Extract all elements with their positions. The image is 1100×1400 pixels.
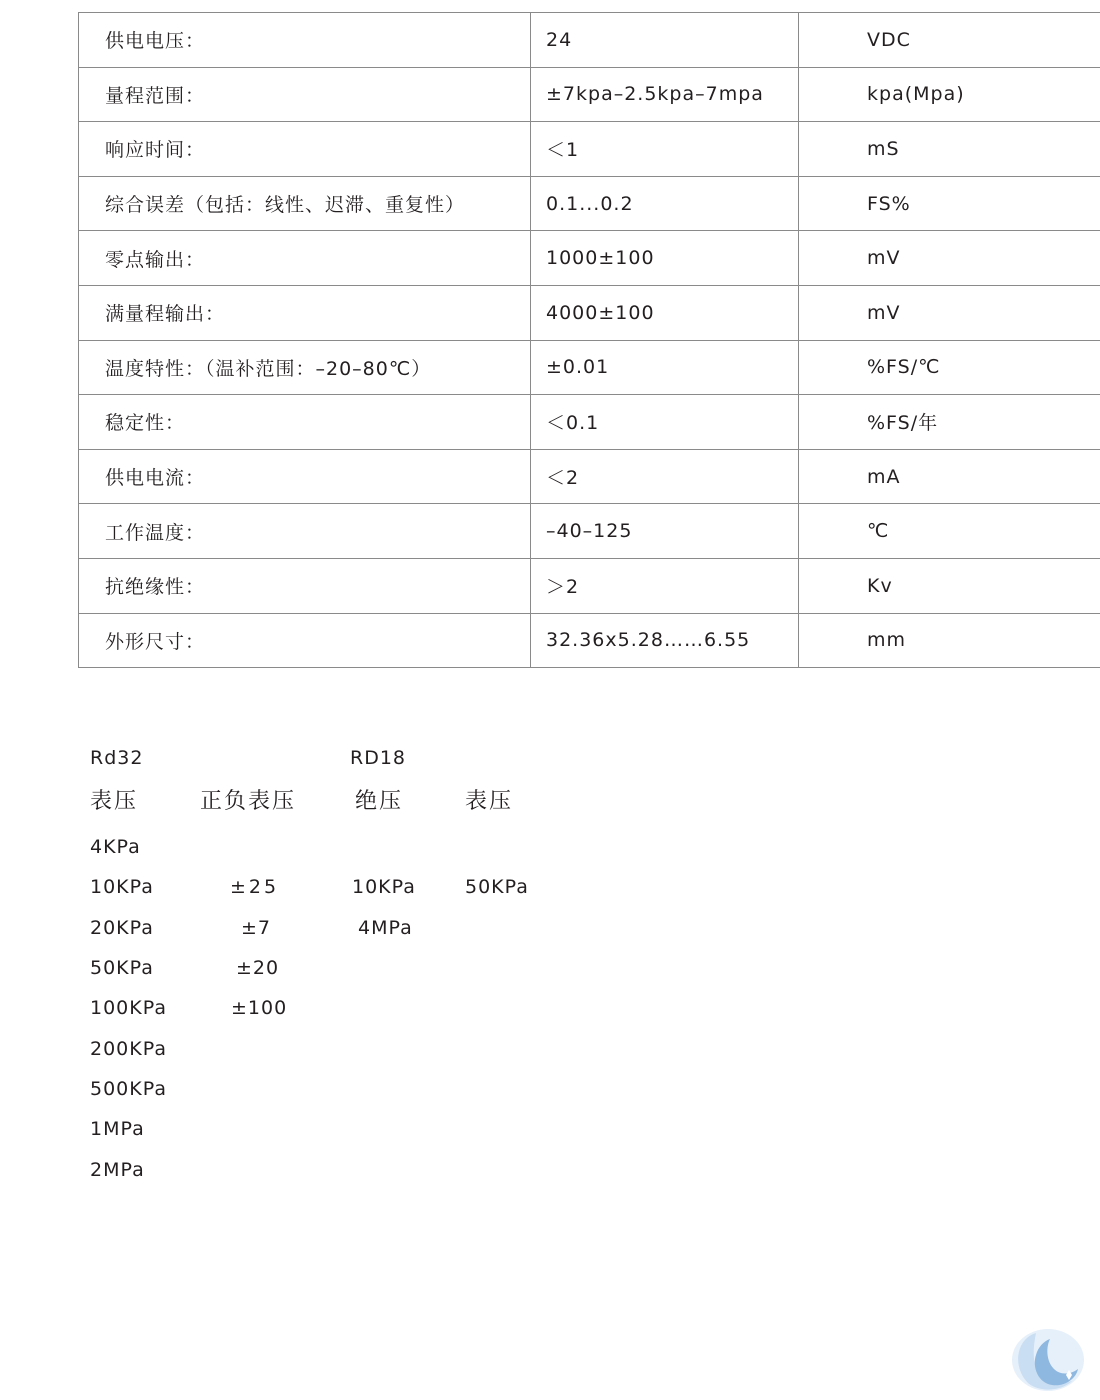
column-header-absolute: 绝压 — [355, 789, 404, 814]
column-header-compound: 正负表压 — [200, 789, 297, 814]
list-item: 4MPa — [358, 917, 413, 939]
spec-unit: VDC — [799, 13, 1100, 68]
spec-label: 温度特性：（温补范围：–20–80℃） — [79, 340, 531, 395]
spec-label: 量程范围： — [79, 67, 531, 122]
spec-value: –40–125 — [531, 504, 799, 559]
spec-value: 32.36x5.28……6.55 — [531, 613, 799, 668]
spec-value: 4000±100 — [531, 285, 799, 340]
list-item: 2MPa — [90, 1159, 145, 1181]
spec-unit: ℃ — [799, 504, 1100, 559]
spec-label: 抗绝缘性： — [79, 558, 531, 613]
column-header-gauge: 表压 — [90, 789, 139, 814]
spec-unit: mV — [799, 285, 1100, 340]
spec-label: 综合误差（包括：线性、迟滞、重复性） — [79, 176, 531, 231]
model-label-rd18: RD18 — [350, 747, 407, 769]
spec-label: 稳定性： — [79, 395, 531, 450]
list-item: ±25 — [230, 876, 280, 898]
list-item: 200KPa — [90, 1038, 167, 1060]
list-item: 20KPa — [90, 917, 154, 939]
spec-value: ±7kpa–2.5kpa–7mpa — [531, 67, 799, 122]
spec-label: 外形尺寸： — [79, 613, 531, 668]
list-item: ±20 — [236, 957, 280, 979]
spec-label: 零点输出： — [79, 231, 531, 286]
spec-value: ±0.01 — [531, 340, 799, 395]
list-item: 4KPa — [90, 836, 141, 858]
spec-label: 工作温度： — [79, 504, 531, 559]
spec-value: 1000±100 — [531, 231, 799, 286]
spec-unit: %FS/年 — [799, 395, 1100, 450]
spec-label: 供电电流： — [79, 449, 531, 504]
spec-unit: mS — [799, 122, 1100, 177]
spec-value: 0.1...0.2 — [531, 176, 799, 231]
spec-value: 24 — [531, 13, 799, 68]
spec-unit: mm — [799, 613, 1100, 668]
model-label-rd32: Rd32 — [90, 747, 144, 769]
spec-unit: %FS/℃ — [799, 340, 1100, 395]
list-item: 10KPa — [352, 876, 416, 898]
spec-value: ＞2 — [531, 558, 799, 613]
spec-value: ＜1 — [531, 122, 799, 177]
spec-unit: mV — [799, 231, 1100, 286]
list-item: ±7 — [241, 917, 272, 939]
spec-label: 满量程输出： — [79, 285, 531, 340]
spec-label: 供电电压： — [79, 13, 531, 68]
list-item: 1MPa — [90, 1118, 145, 1140]
spec-unit: Kv — [799, 558, 1100, 613]
spec-value: ＜0.1 — [531, 395, 799, 450]
spec-unit: mA — [799, 449, 1100, 504]
list-item: 10KPa — [90, 876, 154, 898]
list-item: ±100 — [231, 997, 288, 1019]
list-item: 50KPa — [90, 957, 154, 979]
spec-unit: FS% — [799, 176, 1100, 231]
spec-label: 响应时间： — [79, 122, 531, 177]
brand-logo-icon — [1006, 1327, 1086, 1393]
list-item: 50KPa — [465, 876, 529, 898]
spec-unit: kpa(Mpa) — [799, 67, 1100, 122]
list-item: 500KPa — [90, 1078, 167, 1100]
spec-value: ＜2 — [531, 449, 799, 504]
list-item: 100KPa — [90, 997, 167, 1019]
column-header-gauge-rd18: 表压 — [465, 789, 514, 814]
